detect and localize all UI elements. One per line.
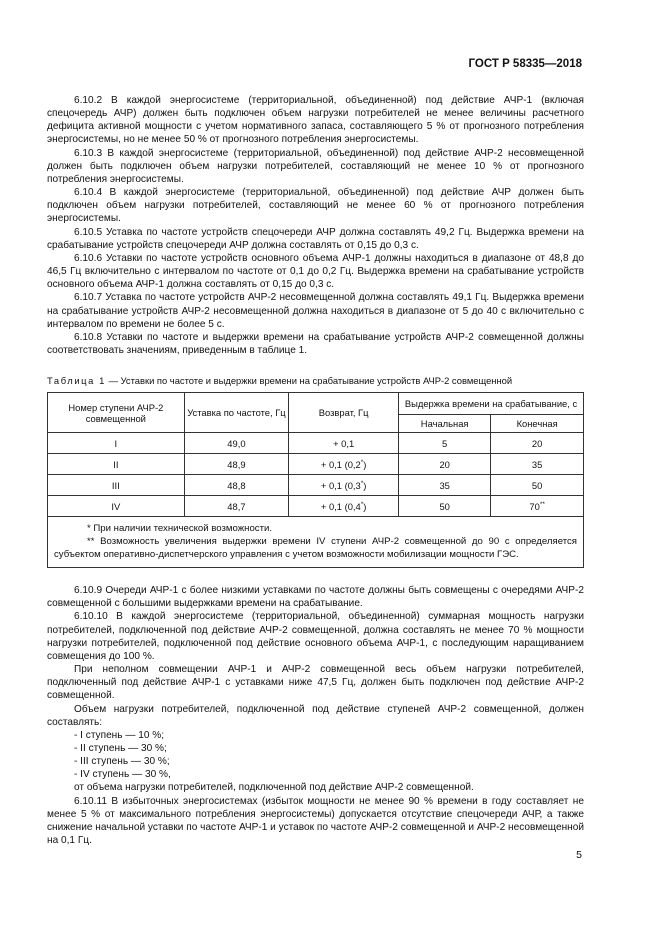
cell-return	[289, 454, 399, 475]
cell-return-value: + 0,1 (0,3	[320, 479, 361, 491]
paragraph-6-10-2: 6.10.2 В каждой энергосистеме (территориальной, объединенной) под действие АЧР-1 (включая спецочередь АЧР) должен быть подключен объем нагрузки потребителей не менее величины расчетного дефицита активной мощности с учетом нормативного запаса, составляющего 5 % от прогнозного потребления энергосистемы, но не менее 50 % от прогнозного потребления энергосистемы.	[47, 95, 584, 146]
cell-final	[491, 496, 584, 517]
paragraph-6-10-10: 6.10.10 В каждой энергосистеме (территориальной, объединенной) суммарная мощность нагрузки потребителей, подключенной под действие АЧР-2 совмещенной, должна составлять не менее 70 % мощности нагрузки потребителей, подключенной под действие основного объема АЧР-1, с последующим наращиванием совмещения до 100 %.	[47, 611, 584, 662]
table-row	[48, 475, 584, 496]
after-table-section	[47, 584, 584, 847]
list-item: - II ступень — 30 %;	[74, 743, 167, 754]
cell-return	[289, 433, 399, 454]
table-row	[48, 454, 584, 475]
paragraph-6-10-7: 6.10.7 Уставка по частоте устройств АЧР-2 несовмещенной должна составлять 49,1 Гц. Выдержка времени на срабатывание устройств АЧР-2 несовмещенной должна находиться в диапазоне от 5 до 40 с включительно с интервалом по времени не более 5 с.	[47, 292, 584, 330]
paragraph-6-10-3: 6.10.3 В каждой энергосистеме (территориальной, объединенной) под действие АЧР-2 несовмещенной должен быть подключен объем нагрузки потребителей, составляющий не менее 10 % от прогнозного потребления энергосистемы.	[47, 147, 584, 185]
cell-setting: 48,9	[184, 454, 289, 475]
cell-initial: 50	[399, 496, 491, 517]
cell-stage: III	[48, 475, 185, 496]
cell-setting: 48,7	[184, 496, 289, 517]
table-caption-text: — Уставки по частоте и выдержки времени на срабатывание устройств АЧР-2 совмещенной	[105, 375, 513, 387]
table-note-1: * При наличии технической возможности.	[87, 523, 272, 535]
header-stage: Номер ступени АЧР-2 совмещенной	[48, 393, 185, 433]
cell-final: 50	[491, 475, 584, 496]
cell-initial: 5	[399, 433, 491, 454]
list-item: - III ступень — 30 %;	[74, 756, 170, 768]
paragraph-6-10-8: 6.10.8 Уставки по частоте и выдержки времени на срабатывание устройств АЧР-2 совмещенной должны соответствовать значениям, приведенным в таблице 1.	[47, 331, 584, 356]
paragraph-6-10-9: 6.10.9 Очереди АЧР-1 с более низкими уставками по частоте должны быть совмещены с очередями АЧР-2 совмещенной с большими выдержками времени на срабатывание.	[47, 585, 584, 610]
cell-return	[289, 496, 399, 517]
cell-return-value: + 0,1	[333, 437, 355, 449]
table-notes	[48, 517, 584, 568]
list-tail: от объема нагрузки потребителей, подключенной под действие АЧР-2 совмещенной.	[74, 782, 474, 794]
paragraph-6-10-5: 6.10.5 Уставка по частоте устройств спецочереди АЧР должна составлять 49,2 Гц. Выдержка времени на срабатывание устройств спецочереди АЧР должна составлять от 0,15 до 0,3 с.	[47, 226, 584, 251]
header-final: Конечная	[491, 415, 584, 433]
cell-return-tail: )	[363, 479, 367, 491]
cell-final-value: 70	[529, 500, 540, 512]
cell-stage: II	[48, 454, 185, 475]
table-note-2: ** Возможность увеличения выдержки времени IV ступени АЧР-2 совмещенной до 90 с определяется субъектом оперативно-диспетчерского управления с учетом возможности мобилизации мощности ГЭС.	[54, 536, 577, 561]
cell-final: 35	[491, 454, 584, 475]
cell-return	[289, 475, 399, 496]
header-return: Возврат, Гц	[289, 393, 399, 433]
footnote-mark: *	[360, 500, 364, 508]
paragraph-partial-combination: При неполном совмещении АЧР-1 и АЧР-2 совмещенной весь объем нагрузки потребителей, подключенный под действие АЧР-1 с уставками ниже 47,5 Гц, должен быть подключен под действие АЧР-2 совмещенной.	[47, 664, 584, 702]
cell-stage: IV	[48, 496, 185, 517]
table-caption	[47, 375, 584, 387]
page-content	[47, 94, 584, 847]
cell-return-tail: )	[363, 500, 367, 512]
header-delay: Выдержка времени на срабатывание, с	[399, 393, 584, 415]
table-row	[48, 496, 584, 517]
cell-return-value: + 0,1 (0,4	[320, 500, 361, 512]
table-row	[48, 433, 584, 454]
table-notes-row	[48, 517, 584, 568]
header-initial: Начальная	[399, 415, 491, 433]
page-number: 5	[576, 849, 582, 861]
cell-initial: 35	[399, 475, 491, 496]
paragraph-6-10-6: 6.10.6 Уставки по частоте устройств основного объема АЧР-1 должны находиться в диапазоне от 48,8 до 46,5 Гц включительно с интервалом по частоте от 0,1 до 0,2 Гц. Выдержка времени на срабатывание устройств основного объема АЧР-1 должна составлять от 0,15 до 0,3 с.	[47, 252, 584, 291]
paragraph-load-volume: Объем нагрузки потребителей, подключенной под действие ступеней АЧР-2 совмещенной, должен составлять:	[47, 703, 584, 728]
list-item: - IV ступень — 30 %,	[74, 769, 171, 781]
cell-initial: 20	[399, 454, 491, 475]
list-item: - I ступень — 10 %;	[74, 729, 165, 741]
document-code: ГОСТ Р 58335—2018	[468, 58, 582, 70]
header-setting: Уставка по частоте, Гц	[184, 393, 289, 433]
cell-setting: 49,0	[184, 433, 289, 454]
footnote-mark: *	[360, 479, 364, 487]
paragraph-6-10-4: 6.10.4 В каждой энергосистеме (территориальной, объединенной) под действие АЧР должен быть подключен объем нагрузки потребителей, составляющий не менее 60 % от прогнозного потребления энергосистемы.	[47, 187, 584, 225]
table-1	[47, 392, 584, 568]
cell-return-value: + 0,1 (0,2	[320, 458, 361, 470]
cell-stage: I	[48, 433, 185, 454]
cell-setting: 48,8	[184, 475, 289, 496]
cell-final: 20	[491, 433, 584, 454]
table-caption-label: Таблица 1	[47, 375, 106, 387]
footnote-mark: *	[360, 458, 364, 466]
cell-return-tail: )	[363, 458, 367, 470]
paragraph-6-10-11: 6.10.11 В избыточных энергосистемах (избыток мощности не менее 90 % времени в году составляет не менее 5 % от максимального потребления энергосистемы) допускается отсутствие спецочереди АЧР, а также снижение начальной уставки по частоте АЧР-1 и уставок по частоте АЧР-2 совмещенной и АЧР-2 несовмещенной на 0,1 Гц.	[47, 795, 584, 847]
footnote-mark: **	[539, 500, 545, 508]
